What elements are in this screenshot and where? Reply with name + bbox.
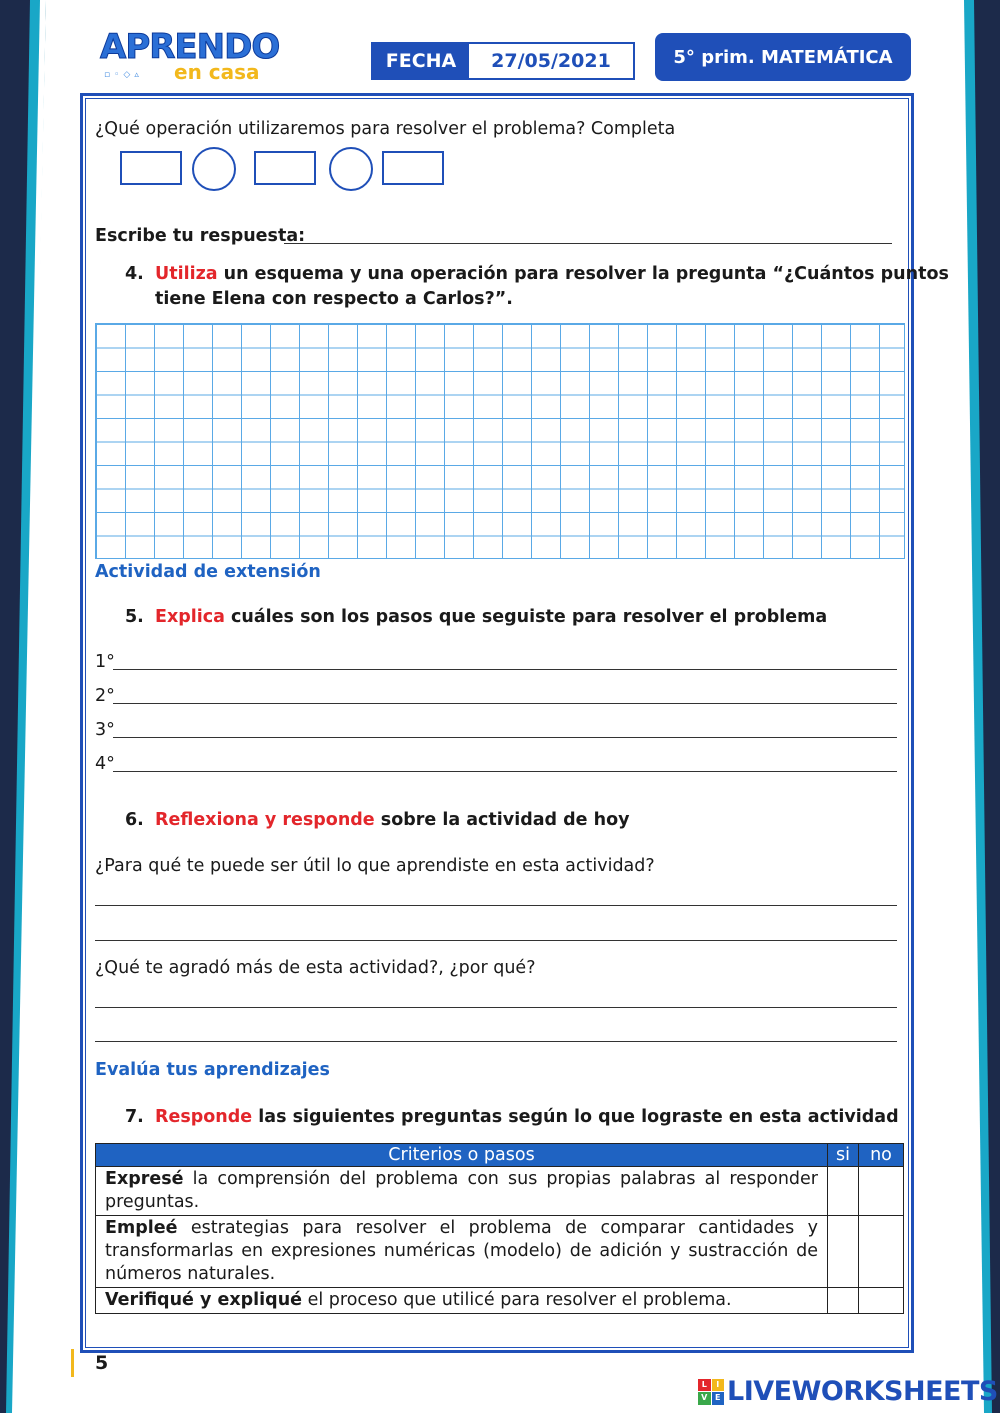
criterion-text: la comprensión del problema con sus propias palabras al responder preguntas. <box>105 1169 818 1212</box>
table-row <box>96 1216 904 1288</box>
page-number: 5 <box>95 1352 109 1374</box>
q7-text <box>155 1106 899 1128</box>
criterion-bold: Verifiqué y expliqué <box>105 1290 303 1310</box>
logo-letter: V <box>698 1392 711 1405</box>
grade-subject-badge: 5° prim. MATEMÁTICA <box>655 33 911 81</box>
operator-circle-1[interactable] <box>192 147 236 191</box>
logo-letter: E <box>712 1392 725 1405</box>
q5-verb: Explica <box>155 607 225 627</box>
no-checkbox-cell[interactable] <box>859 1167 904 1216</box>
reflection-answer-2b[interactable] <box>95 1041 897 1042</box>
reflection-question-2: ¿Qué te agradó más de esta actividad?, ¿por qué? <box>95 958 536 978</box>
q7-verb: Responde <box>155 1107 253 1127</box>
result-box[interactable] <box>382 151 444 185</box>
step-2-label: 2° <box>95 686 115 706</box>
drawing-grid[interactable] <box>95 323 905 559</box>
criterion-cell <box>96 1288 828 1314</box>
si-checkbox-cell[interactable] <box>828 1288 859 1314</box>
q6-verb: Reflexiona y responde <box>155 810 375 830</box>
criterion-text: el proceso que utilicé para resolver el problema. <box>302 1290 732 1310</box>
q6-number: 6. <box>125 810 144 830</box>
q4-text-line1 <box>155 263 949 285</box>
liveworksheets-watermark <box>698 1376 998 1407</box>
q6-rest: sobre la actividad de hoy <box>374 810 630 830</box>
no-checkbox-cell[interactable] <box>859 1288 904 1314</box>
logo-letter: L <box>698 1379 711 1392</box>
q7-number: 7. <box>125 1107 144 1127</box>
extension-heading: Actividad de extensión <box>95 562 321 582</box>
reflection-answer-2a[interactable] <box>95 1007 897 1008</box>
q5-text <box>155 606 827 628</box>
logo-subtitle: en casa <box>174 60 260 84</box>
step-1-label: 1° <box>95 652 115 672</box>
step-3-line[interactable] <box>113 737 897 738</box>
step-1-line[interactable] <box>113 669 897 670</box>
step-4-label: 4° <box>95 754 115 774</box>
logo-title: APRENDO <box>100 27 280 67</box>
q4-text: un esquema y una operación para resolver la pregunta “¿Cuántos puntos <box>217 264 949 284</box>
evaluate-heading: Evalúa tus aprendizajes <box>95 1060 330 1080</box>
si-checkbox-cell[interactable] <box>828 1216 859 1288</box>
criterion-text: estrategias para resolver el problema de comparar cantidades y transformarlas en expresiones numéricas (modelo) de adición y sustracción de números naturales. <box>105 1218 818 1284</box>
si-checkbox-cell[interactable] <box>828 1167 859 1216</box>
date-label: FECHA <box>373 44 469 78</box>
step-3-label: 3° <box>95 720 115 740</box>
reflection-answer-1b[interactable] <box>95 940 897 941</box>
operator-circle-2[interactable] <box>329 147 373 191</box>
left-decorative-edge <box>0 0 46 1413</box>
answer-line[interactable] <box>284 243 892 244</box>
q5-number: 5. <box>125 607 144 627</box>
operand-box-1[interactable] <box>120 151 182 185</box>
criterion-cell <box>96 1216 828 1288</box>
table-row <box>96 1167 904 1216</box>
reflection-answer-1a[interactable] <box>95 905 897 906</box>
step-4-line[interactable] <box>113 771 897 772</box>
criterion-bold: Expresé <box>105 1169 184 1189</box>
operand-box-2[interactable] <box>254 151 316 185</box>
date-value: 27/05/2021 <box>491 50 611 72</box>
right-decorative-edge <box>948 0 1000 1413</box>
liveworksheets-logo-icon <box>698 1379 724 1405</box>
q5-rest: cuáles son los pasos que seguiste para resolver el problema <box>224 607 828 627</box>
criterion-cell <box>96 1167 828 1216</box>
reflection-question-1: ¿Para qué te puede ser útil lo que aprendiste en esta actividad? <box>95 856 655 876</box>
logo-letter: I <box>712 1379 725 1392</box>
no-checkbox-cell[interactable] <box>859 1216 904 1288</box>
criterion-bold: Empleé <box>105 1218 178 1238</box>
answer-label: Escribe tu respuesta: <box>95 226 306 246</box>
no-header: no <box>859 1144 904 1167</box>
step-2-line[interactable] <box>113 703 897 704</box>
criteria-table <box>95 1143 904 1314</box>
q4-number: 4. <box>125 264 144 284</box>
watermark-text: LIVEWORKSHEETS <box>727 1376 998 1407</box>
table-row <box>96 1288 904 1314</box>
operation-prompt: ¿Qué operación utilizaremos para resolver el problema? Completa <box>95 119 676 139</box>
date-box <box>371 42 635 80</box>
q7-rest: las siguientes preguntas según lo que lograste en esta actividad <box>252 1107 899 1127</box>
aprendo-en-casa-logo <box>100 27 280 88</box>
q4-text-line2: tiene Elena con respecto a Carlos?”. <box>155 289 513 309</box>
page-number-bar <box>71 1349 74 1377</box>
logo-dots-icon: ▫◦◇▵ <box>104 70 143 80</box>
criteria-header-row <box>96 1144 904 1167</box>
criteria-header: Criterios o pasos <box>96 1144 828 1167</box>
si-header: si <box>828 1144 859 1167</box>
q4-verb: Utiliza <box>155 264 218 284</box>
q6-text <box>155 809 630 831</box>
